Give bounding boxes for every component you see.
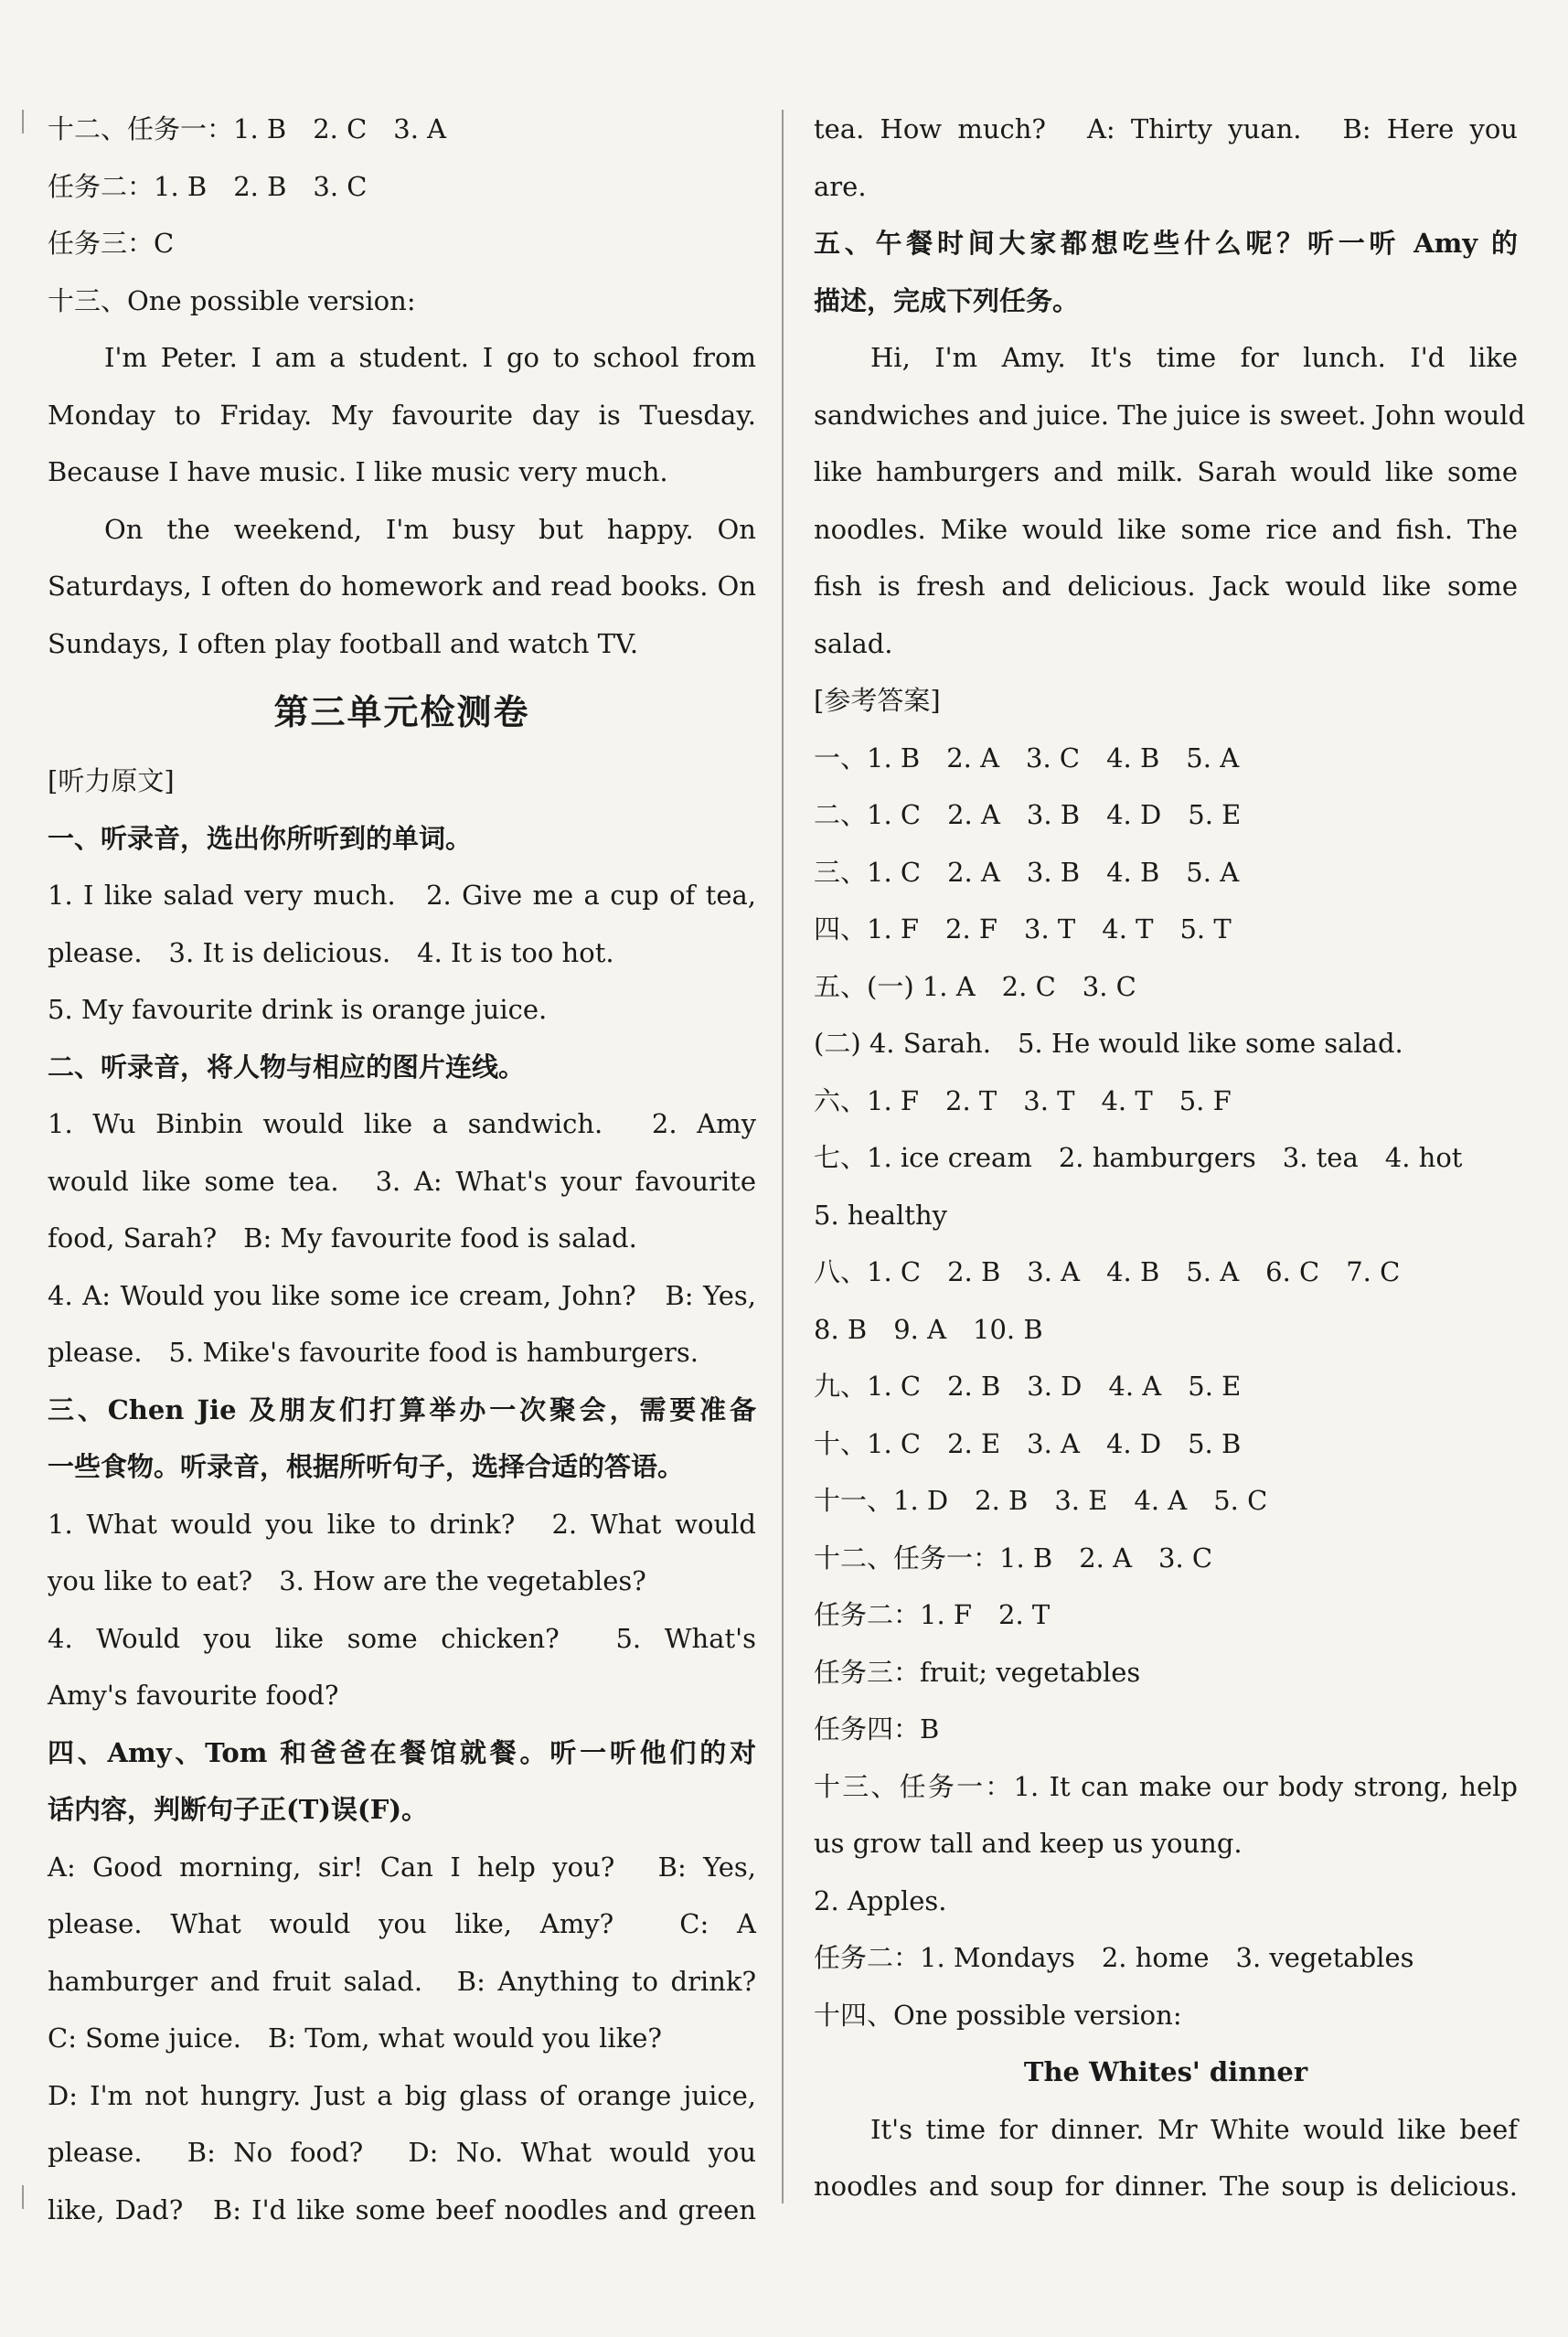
question-heading: 描述，完成下列任务。 — [814, 284, 1080, 316]
answer-line: 十一、1. D 2. B 3. E 4. A 5. C — [814, 1485, 1268, 1516]
answer-line: 二、1. C 2. A 3. B 4. D 5. E — [814, 799, 1242, 830]
transcript-line: Amy's favourite food? — [48, 1680, 339, 1711]
transcript-line: Hi, I'm Amy. It's time for lunch. I'd like — [870, 342, 1518, 373]
answer-line: (二) 4. Sarah. 5. He would like some salad. — [814, 1028, 1403, 1059]
label-bracket: [参考答案] — [814, 685, 941, 716]
left-column — [48, 101, 756, 2238]
transcript-line: are. — [814, 170, 867, 202]
answer-line: 四、1. F 2. F 3. T 4. T 5. T — [814, 913, 1232, 944]
answer-line: 任务四：B — [814, 1713, 940, 1745]
answer-line: 8. B 9. A 10. B — [814, 1313, 1043, 1345]
transcript-line: hamburger and fruit salad. B: Anything to drink? — [48, 1965, 756, 1997]
transcript-line: would like some tea. 3. A: What's your favourite — [48, 1165, 756, 1197]
transcript-line: food, Sarah? B: My favourite food is salad. — [48, 1222, 637, 1254]
column-divider — [782, 110, 784, 2204]
question-heading: 三、Chen Jie 及朋友们打算举办一次聚会，需要准备 — [48, 1393, 756, 1425]
label-bracket: [听力原文] — [48, 765, 175, 796]
answer-line: 十三、任务一：1. It can make our body strong, help — [814, 1770, 1518, 1802]
answer-line: 七、1. ice cream 2. hamburgers 3. tea 4. hot — [814, 1142, 1463, 1173]
transcript-line: C: Some juice. B: Tom, what would you like? — [48, 2022, 662, 2054]
answer-line: 任务三：C — [48, 228, 175, 259]
transcript-line: 1. Wu Binbin would like a sandwich. 2. Amy — [48, 1108, 756, 1139]
transcript-line: 5. My favourite drink is orange juice. — [48, 994, 548, 1025]
transcript-line: 4. Would you like some chicken? 5. What's — [48, 1622, 756, 1654]
transcript-line: please. What would you like, Amy? C: A — [48, 1908, 756, 1939]
answer-line: 八、1. C 2. B 3. A 4. B 5. A 6. C 7. C — [814, 1256, 1401, 1287]
answer-line: 5. healthy — [814, 1199, 948, 1231]
transcript-line: like, Dad? B: I'd like some beef noodles and green — [48, 2193, 756, 2225]
section-title: 第三单元检测卷 — [273, 691, 530, 732]
essay-title: The Whites' dinner — [1023, 2056, 1308, 2087]
transcript-line: 4. A: Would you like some ice cream, John? B: Yes, — [48, 1279, 756, 1311]
transcript-line: please. B: No food? D: No. What would you — [48, 2137, 756, 2168]
transcript-line: salad. — [814, 627, 893, 659]
answer-line: 九、1. C 2. B 3. D 4. A 5. E — [814, 1371, 1242, 1402]
question-heading: 一些食物。听录音，根据所听句子，选择合适的答语。 — [48, 1451, 685, 1482]
answer-line: 2. Apples. — [814, 1884, 947, 1916]
question-heading: 五、午餐时间大家都想吃些什么呢？听一听 Amy 的 — [814, 228, 1518, 259]
transcript-line: fish is fresh and delicious. Jack would like some — [814, 571, 1518, 602]
answer-line: 任务二：1. Mondays 2. home 3. vegetables — [814, 1942, 1414, 1973]
answer-line: us grow tall and keep us young. — [814, 1828, 1243, 1859]
answer-line: 十二、任务一：1. B 2. C 3. A — [48, 113, 447, 144]
transcript-line: like hamburgers and milk. Sarah would like some — [814, 456, 1518, 487]
section-heading: 十四、One possible version: — [814, 1999, 1182, 2031]
transcript-line: please. 5. Mike's favourite food is hamburgers. — [48, 1337, 699, 1368]
transcript-line: you like to eat? 3. How are the vegetables? — [48, 1565, 646, 1596]
essay-line: Monday to Friday. My favourite day is Tuesday. — [48, 399, 756, 431]
answer-line: 任务二：1. F 2. T — [814, 1599, 1051, 1630]
answer-line: 三、1. C 2. A 3. B 4. B 5. A — [814, 856, 1240, 888]
essay-line: On the weekend, I'm busy but happy. On — [104, 513, 756, 545]
question-heading: 一、听录音，选出你所听到的单词。 — [48, 822, 473, 854]
question-heading: 四、Amy、Tom 和爸爸在餐馆就餐。听一听他们的对 — [48, 1736, 756, 1768]
section-heading: 十三、One possible version: — [48, 284, 416, 316]
margin-tick — [22, 2185, 24, 2209]
answer-line: 五、(一) 1. A 2. C 3. C — [814, 970, 1136, 1002]
right-column — [814, 101, 1526, 2215]
transcript-line: A: Good morning, sir! Can I help you? B: Yes, — [48, 1851, 756, 1883]
question-heading: 二、听录音，将人物与相应的图片连线。 — [48, 1051, 526, 1083]
answer-line: 十、1. C 2. E 3. A 4. D 5. B — [814, 1427, 1242, 1459]
question-heading: 话内容，判断句子正(T)误(F)。 — [48, 1794, 429, 1825]
essay-line: Saturdays, I often do homework and read books. On — [48, 571, 756, 602]
answer-line: 一、1. B 2. A 3. C 4. B 5. A — [814, 742, 1240, 774]
answer-line: 任务二：1. B 2. B 3. C — [48, 170, 368, 202]
essay-line: I'm Peter. I am a student. I go to school from — [104, 342, 756, 373]
essay-line: Because I have music. I like music very much. — [48, 456, 668, 487]
transcript-line: tea. How much? A: Thirty yuan. B: Here you — [814, 113, 1518, 144]
answer-line: 任务三：fruit; vegetables — [814, 1656, 1141, 1688]
margin-tick — [22, 110, 24, 133]
transcript-line: sandwiches and juice. The juice is sweet. John would — [814, 399, 1526, 431]
transcript-line: D: I'm not hungry. Just a big glass of orange juice, — [48, 2079, 756, 2111]
essay-line: It's time for dinner. Mr White would like beef — [870, 2113, 1518, 2145]
transcript-line: noodles. Mike would like some rice and fish. The — [814, 513, 1518, 545]
answer-line: 六、1. F 2. T 3. T 4. T 5. F — [814, 1084, 1232, 1116]
essay-line: Sundays, I often play football and watch TV. — [48, 627, 639, 659]
essay-line: noodles and soup for dinner. The soup is delicious. — [814, 2171, 1518, 2202]
transcript-line: 1. I like salad very much. 2. Give me a cup of tea, — [48, 880, 756, 911]
transcript-line: please. 3. It is delicious. 4. It is too hot. — [48, 936, 614, 968]
transcript-line: 1. What would you like to drink? 2. What would — [48, 1508, 756, 1540]
answer-line: 十二、任务一：1. B 2. A 3. C — [814, 1542, 1213, 1574]
